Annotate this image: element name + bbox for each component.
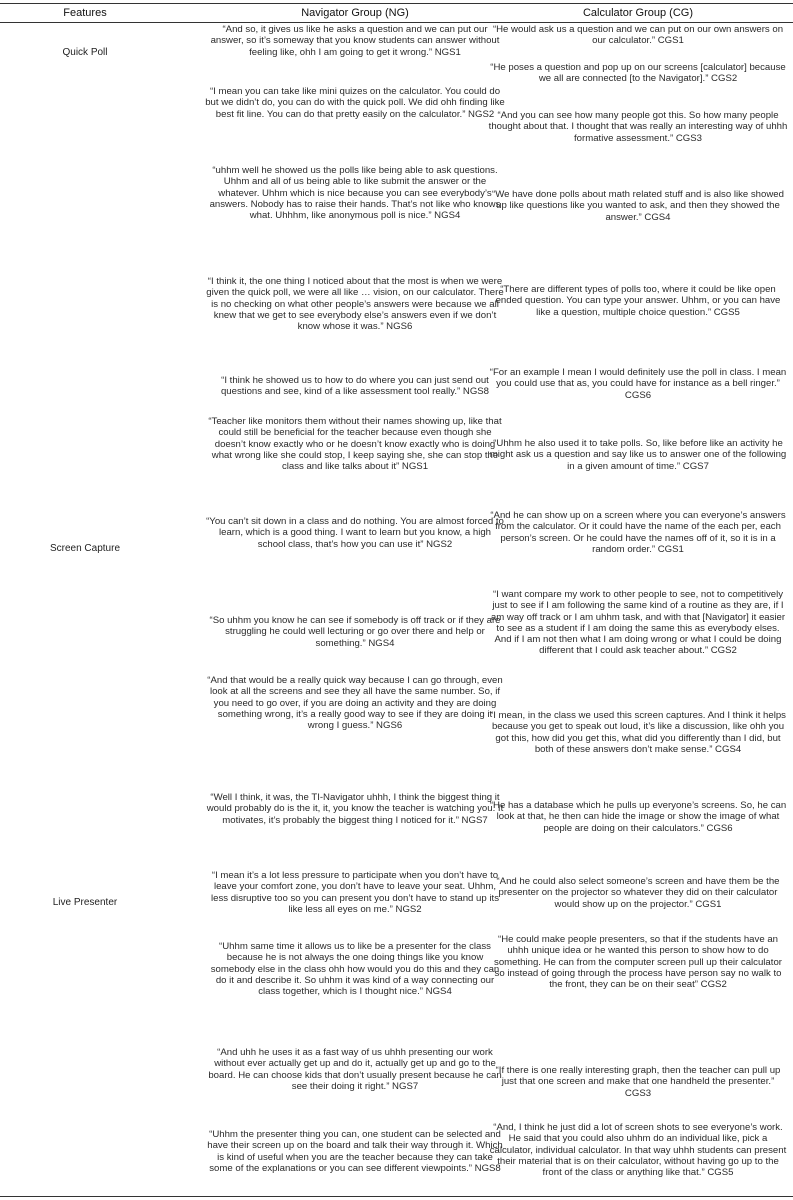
table-header — [0, 4, 793, 22]
ng-quote: “I mean you can take like mini quizes on the calculator. You could do but we didn’t do, you can do with the quick poll. We did ohh finding like best fit line. You can do that pretty easily on the calculator.” NGS2 — [205, 86, 505, 120]
cg-quote: “He would ask us a question and we can put on our own answers on our calculator.” CGS1 — [492, 24, 784, 47]
ng-quote: “I mean it’s a lot less pressure to participate when you don’t have to leave your comfort zone, you don’t have to leave your seat. Uhhm, less disruptive too so you can present you don’t have to stand up its like less all eyes on me.” NGS2 — [211, 870, 499, 915]
ng-quote: “Uhhm the presenter thing you can, one student can be selected and have their screen up on the board and talk their way through it. Which is kind of useful when you are the teacher because they can take some of the explanations or you can see different viewpoints.” NGS8 — [207, 1129, 503, 1174]
feature-screen-capture: Screen Capture — [49, 543, 121, 554]
ng-quote: “Teacher like monitors them without their names showing up, like that could still be beneficial for the teacher because even though she doesn’t know exactly who or he doesn’t know exactly who is doing what wrong like she could stop, I keep saying she, she can stop the class and like talks about it” NGS1 — [208, 416, 502, 473]
cg-quote: “For an example I mean I would definitely use the poll in class. I mean you could use that as, you could have for instance as a bell ringer.” CGS6 — [489, 367, 787, 401]
cg-quote: “And you can see how many people got this. So how many people thought about that. I thought that was really an interesting way of uhhh formative assessment.” CGS3 — [488, 110, 788, 144]
ng-quote: “And that would be a really quick way because I can go through, even look at all the screens and see they all have the same number. So, if you need to go over, if you are doing an activity and they are doing something wrong, it’s a really good way to see if they are doing it wrong I guess.” NGS6 — [207, 675, 503, 732]
header-navigator-group: Navigator Group (NG) — [301, 7, 409, 19]
cg-quote: “And he can show up on a screen where you can everyone’s answers from the calculator. Or it could have the name of the each per, each person’s screen. Or he could have the names off of it, so it is in a random order.” CGS1 — [490, 510, 786, 555]
ng-quote: “Uhhm same time it allows us to like be a presenter for the class because he is not always the one doing things like you know somebody else in the class ohh how would you do this and they can do it and describe it. So uhhm it was kind of a way connecting our class together, which is I thought nice.” NGS4 — [210, 941, 500, 998]
ng-quote: “Well I think, it was, the TI-Navigator uhhh, I think the biggest thing it would probably do is the it, it, you know the teacher is watching you. It motivates, it’s probably the biggest thing I noticed for it.” NGS7 — [206, 792, 504, 826]
cg-quote: “He poses a question and pop up on our screens [calculator] because we all are connected [to the Navigator].” CGS2 — [490, 62, 786, 85]
cg-quote: “I want compare my work to other people to see, not to competitively just to see if I am following the same kind of a routine as they are, if I am way off track or I am uhhm task, and with that [Navigator] it easier to see as a student if I am doing the same this as everybody elses. And if I am not then what I am doing wrong or what I could be doing different that I could ask teacher about.” CGS2 — [490, 589, 786, 657]
cg-quote: “Uhhm he also used it to take polls. So, like before like an activity he might ask us a question and say like us to answer one of the following in a given amount of time.” CGS7 — [489, 438, 787, 472]
cg-quote: “He could make people presenters, so that if the students have an uhhh unique idea or he wanted this person to show how to do something. He can from the computer screen pull up their calculator so instead of going through the process have person say no walk to the front, they can be on their seat” CGS2 — [494, 934, 782, 991]
cg-quote: “There are different types of polls too, where it could be like open ended question. You can type your answer. Uhhm, or you can have like a question, multiple choice question.” CGS5 — [495, 284, 781, 318]
ng-quote: “You can’t sit down in a class and do nothing. You are almost forced to learn, which is a good thing. I want to learn but you know, a high school class, that’s how you can use it” NGS2 — [206, 516, 504, 550]
cg-quote: “He has a database which he pulls up everyone’s screens. So, he can look at that, he then can hide the image or show the image of what people are doing on their calculators.” CGS6 — [489, 800, 787, 834]
ng-quote: “uhhm well he showed us the polls like being able to ask questions. Uhhm and all of us being able to like submit the answer or the whatever. Uhhm which is nice because you can see everybody’s answers. Nobody has to raise their hands. That’s not like who knows what. Uhhhm, like anonymous poll is nice.” NGS4 — [209, 165, 501, 222]
cg-quote: “And he could also select someone’s screen and have them be the presenter on the projector so whatever they did on their calculator would show up on the projector.” CGS1 — [496, 876, 780, 910]
feature-quick-poll: Quick Poll — [62, 47, 108, 58]
cg-quote: “We have done polls about math related stuff and is also like showed up like questions like you wanted to ask, and then they showed the answer.” CGS4 — [492, 189, 784, 223]
ng-quote: “And uhh he uses it as a fast way of us uhhh presenting our work without ever actually get up and do it, actually get up and go to the board. He can choose kids that don’t usually present because he can see their doing it right.” NGS7 — [208, 1047, 502, 1092]
cg-quote: “I mean, in the class we used this screen captures. And I think it helps because you get to speak out loud, it’s like a discussion, like ohh you got this, how did you get this, what did you differently than I did, but both of these answers don’t make sense.” CGS4 — [490, 710, 786, 755]
table-bottom-rule — [0, 1196, 793, 1197]
navigator-group-column — [205, 22, 505, 1188]
cg-quote: “If there is one really interesting graph, then the teacher can pull up just that one screen and make that one handheld the presenter.” CGS3 — [495, 1065, 781, 1099]
ng-quote: “So uhhm you know he can see if somebody is off track or if they are struggling he could well lecturing or go over there and help or something.” NGS4 — [209, 615, 501, 649]
ng-quote: “I think it, the one thing I noticed about that the most is when we were given the quick poll, we were all like … vision, on our calculator. There is no checking on what other people’s answers were because we all knew that we get to see everybody else’s answers even if we don’t know whose it was.” NGS6 — [206, 276, 504, 333]
feature-live-presenter: Live Presenter — [52, 897, 118, 908]
header-features: Features — [63, 7, 107, 19]
header-calculator-group: Calculator Group (CG) — [582, 7, 694, 19]
ng-quote: “And so, it gives us like he asks a question and we can put our answer, so it’s someway that you know students can answer without feeling like, ohh I am going to get it wrong.” NGS1 — [210, 24, 500, 58]
cg-quote: “And, I think he just did a lot of screen shots to see everyone’s work. He said that you could also uhhm do an individual like, pick a calculator, individual calculator. In that way uhhh students can present their material that is on their calculator, without having go up to the front of the class or anything like that.” CGS5 — [489, 1122, 787, 1179]
calculator-group-column — [488, 22, 788, 1194]
ng-quote: “I think he showed us to how to do where you can just send out questions and see, kind of a like assessment tool really.” NGS8 — [220, 375, 490, 398]
